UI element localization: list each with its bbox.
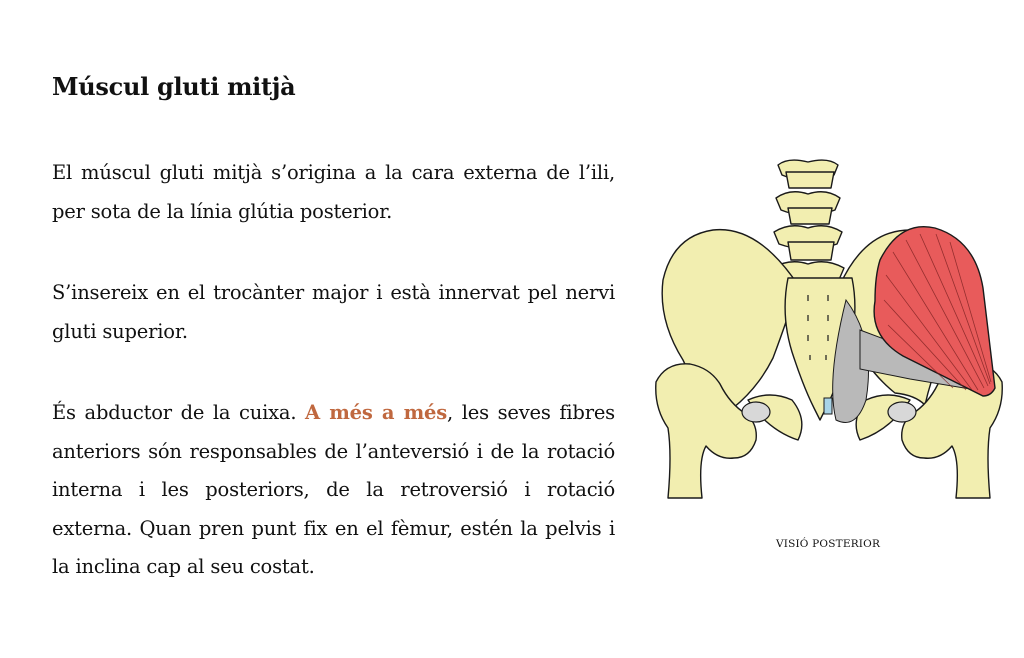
body-text: [52, 154, 615, 630]
page-title: Múscul gluti mitjà: [52, 72, 296, 101]
highlight-link[interactable]: A més a més: [305, 401, 448, 424]
paragraph-function: [52, 394, 615, 587]
figure-caption: VISIÓ POSTERIOR: [775, 538, 881, 550]
paragraph-function-start: És abductor de la cuixa.: [52, 401, 306, 424]
pelvis-illustration: [648, 150, 1010, 500]
paragraph-function-rest: , les seves fibres anteriors són responsables de l’anteversió i de la rotació interna i les posteriors, de la retroversió i rotació externa. Quan pren punt fix en el fèmur, estén la pelvis i la inclina cap al seu costat.: [52, 401, 615, 578]
paragraph-insertion: S’insereix en el trocànter major i està innervat pel nervi gluti superior.: [52, 281, 615, 343]
paragraph-origin: El múscul gluti mitjà s’origina a la cara externa de l’ili, per sota de la línia glútia posterior.: [52, 161, 615, 223]
